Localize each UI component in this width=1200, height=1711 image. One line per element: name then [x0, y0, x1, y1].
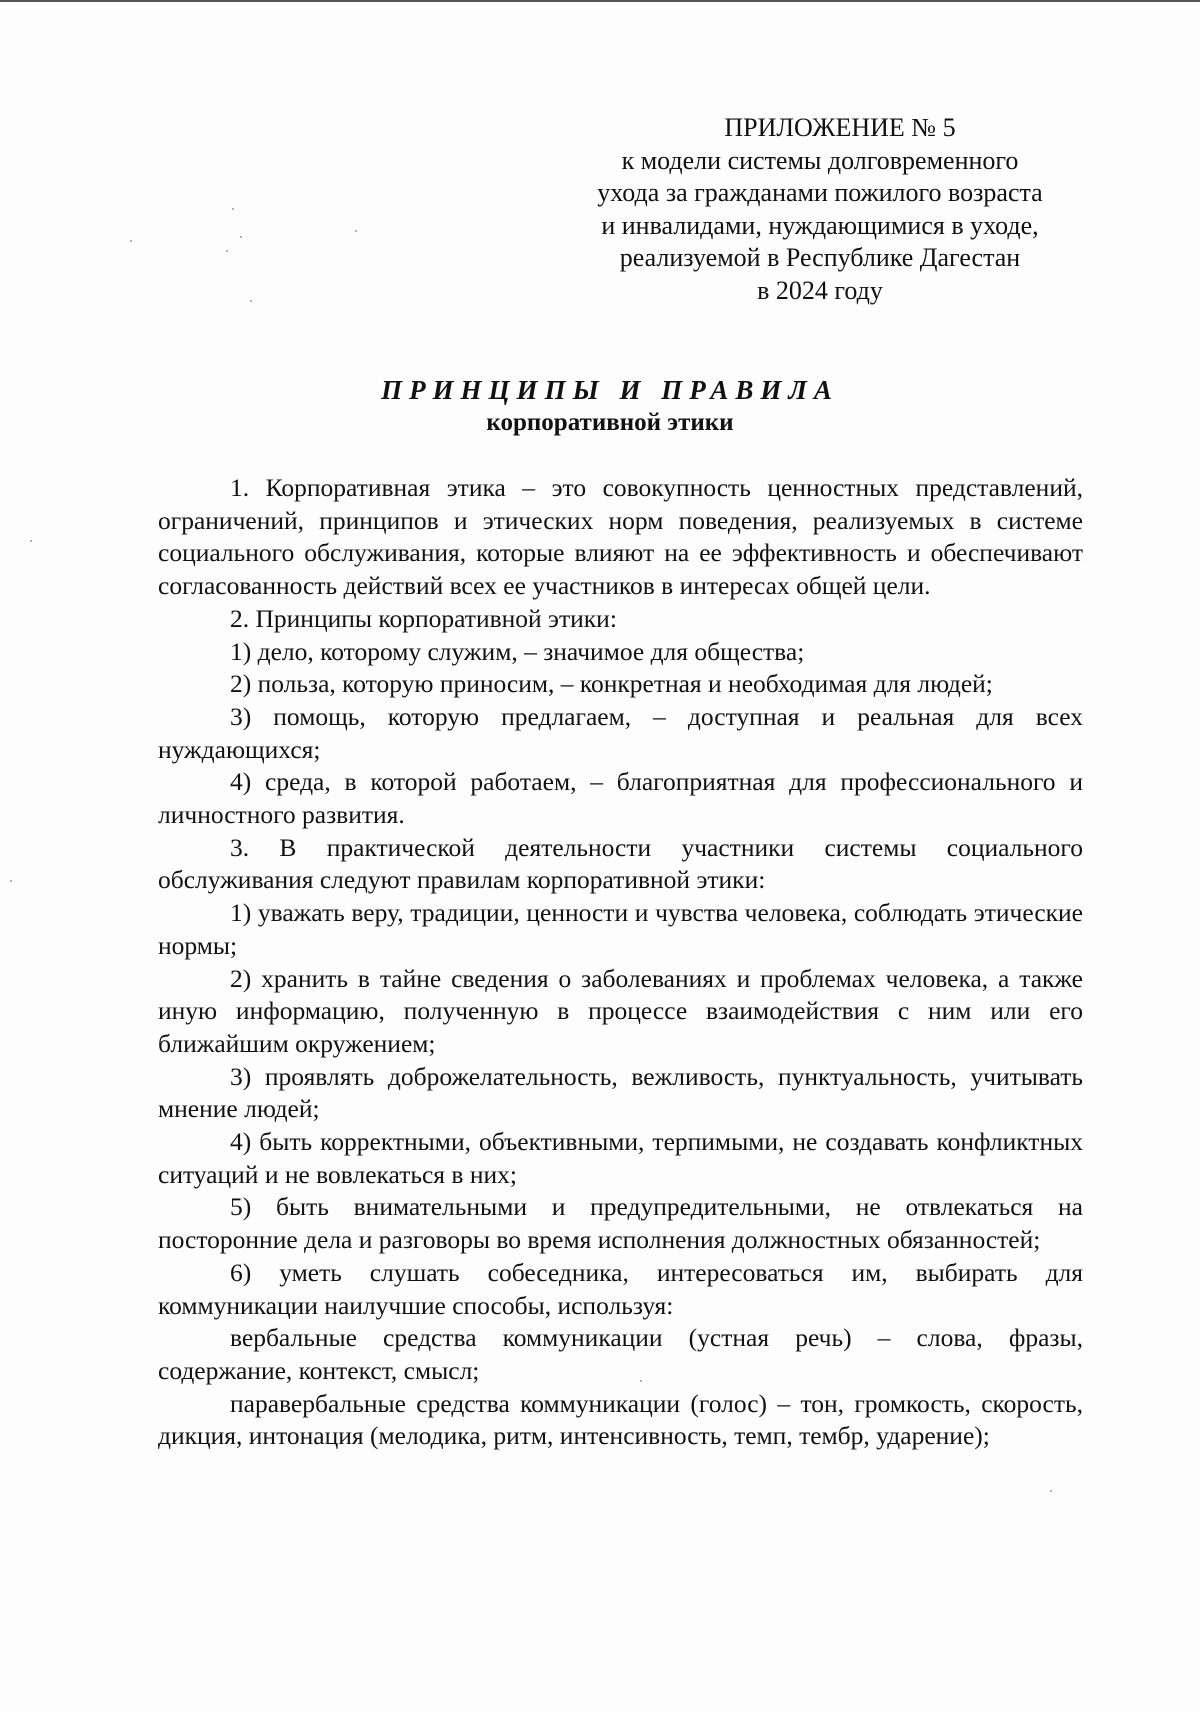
appendix-block [560, 112, 1080, 307]
rule-6: 6) уметь слушать собеседника, интересоваться им, выбирать для коммуникации наилучшие способы, используя: [158, 1257, 1083, 1320]
scan-top-edge [0, 0, 1200, 2]
scan-speck [250, 300, 252, 302]
rule-3: 3) проявлять доброжелательность, вежливость, пунктуальность, учитывать мнение людей; [158, 1061, 1083, 1124]
scan-speck [130, 240, 132, 242]
paragraph-3: 3. В практической деятельности участники системы социального обслуживания следуют правилам корпоративной этики: [158, 832, 1083, 895]
paragraph-1: 1. Корпоративная этика – это совокупность ценностных представлений, ограничений, принципов и этических норм поведения, реализуемых в системе социального обслуживания, которые влияют на ее эффективность и обеспечивают согласованность действий всех ее участников в интересах общей цели. [158, 473, 1083, 601]
principle-2: 2) польза, которую приносим, – конкретная и необходимая для людей; [230, 669, 993, 699]
document-subtitle: корпоративной этики [486, 409, 734, 436]
scan-speck [1050, 1490, 1052, 1492]
appendix-line: к модели системы долговременного [621, 145, 1019, 175]
rule-5: 5) быть внимательными и предупредительными, не отвлекаться на посторонние дела и разговоры во время исполнения должностных обязанностей; [158, 1192, 1083, 1255]
rule-6-verbal: вербальные средства коммуникации (устная речь) – слова, фразы, содержание, контекст, смысл; [158, 1323, 1083, 1385]
appendix-line: реализуемой в Республике Дагестан [619, 243, 1021, 272]
paragraph-2: 2. Принципы корпоративной этики: [230, 603, 617, 633]
appendix-line: в 2024 году [757, 275, 883, 305]
principle-4: 4) среда, в которой работаем, – благоприятная для профессионального и личностного развития. [158, 767, 1083, 830]
document-title: ПРИНЦИПЫ И ПРАВИЛА [381, 375, 839, 405]
rule-2: 2) хранить в тайне сведения о заболеваниях и проблемах человека, а также иную информацию, полученную в процессе взаимодействия с ним или его ближайшим окружением; [158, 963, 1083, 1058]
principle-3: 3) помощь, которую предлагаем, – доступная и реальная для всех нуждающихся; [158, 701, 1083, 764]
appendix-line: ухода за гражданами пожилого возраста [597, 178, 1043, 207]
scan-speck [226, 250, 228, 252]
scan-speck [30, 540, 32, 542]
rule-1: 1) уважать веру, традиции, ценности и чувства человека, соблюдать этические нормы; [158, 898, 1083, 960]
rule-6-paraverbal: паравербальные средства коммуникации (голос) – тон, громкость, скорость, дикция, интонация (мелодика, ритм, интенсивность, темп, тембр, ударение); [158, 1388, 1083, 1451]
scan-speck [10, 880, 12, 882]
document-body [158, 472, 1083, 1453]
appendix-number: ПРИЛОЖЕНИЕ № 5 [724, 113, 956, 142]
principle-1: 1) дело, которому служим, – значимое для общества; [230, 636, 805, 666]
appendix-line: и инвалидами, нуждающимися в уходе, [601, 210, 1039, 240]
scan-speck [240, 236, 242, 238]
scan-speck [232, 208, 234, 210]
rule-4: 4) быть корректными, объективными, терпимыми, не создавать конфликтных ситуаций и не вовлекаться в них; [158, 1127, 1083, 1189]
scan-speck [355, 230, 357, 232]
